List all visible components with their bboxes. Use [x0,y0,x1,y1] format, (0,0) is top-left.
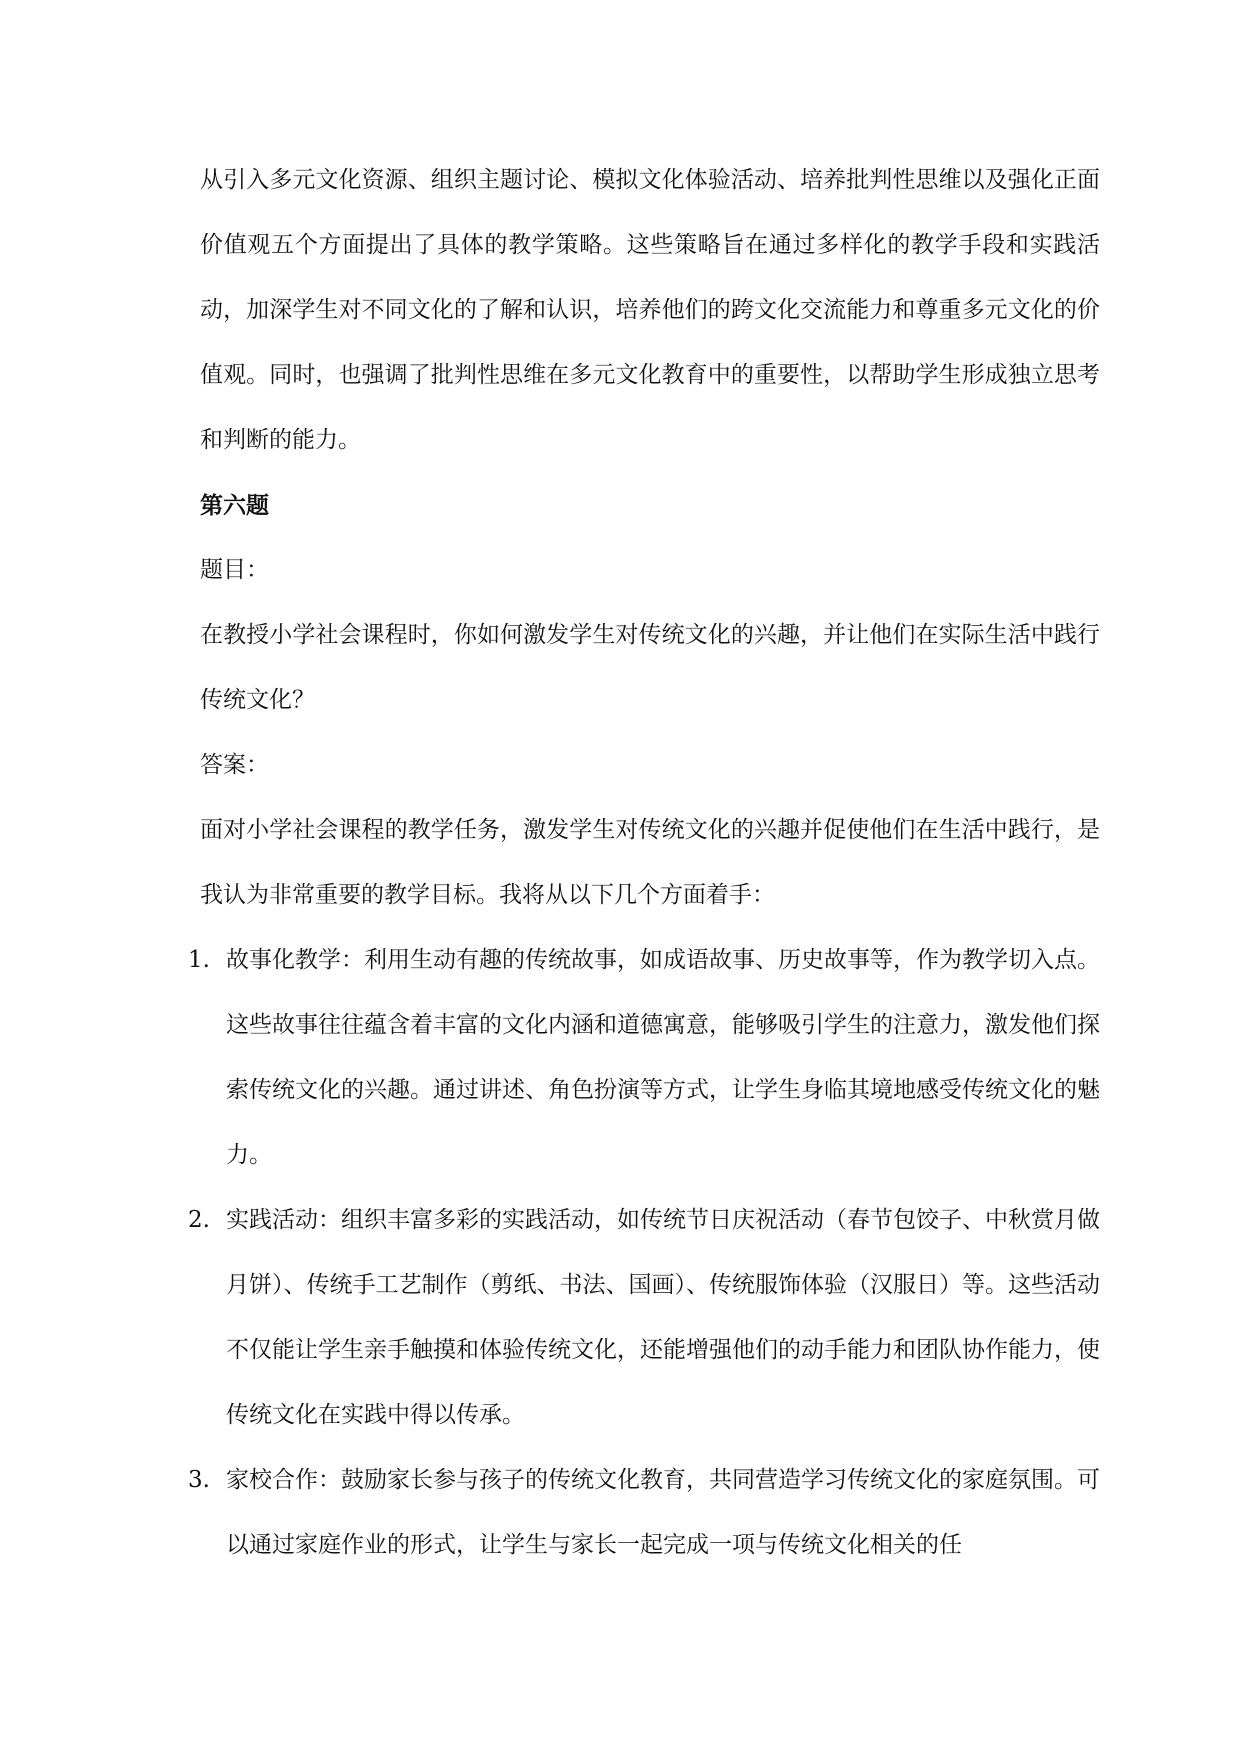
list-item-text: 实践活动：组织丰富多彩的实践活动，如传统节日庆祝活动（春节包饺子、中秋赏月做月饼）、传统手工艺制作（剪纸、书法、国画）、传统服饰体验（汉服日）等。这些活动不仅能让学生亲手触摸和体验传统文化，还能增强他们的动手能力和团队协作能力，使传统文化在实践中得以传承。 [226,1207,1100,1428]
list-item [188,1188,1100,1448]
question-label: 题目： [200,557,269,583]
list-number: 2. [188,1207,210,1233]
section-heading: 第六题 [200,492,269,519]
list-item [188,1448,1100,1578]
strategy-list [188,928,1100,1578]
list-item-text: 家校合作：鼓励家长参与孩子的传统文化教育，共同营造学习传统文化的家庭氛围。可以通过家庭作业的形式，让学生与家长一起完成一项与传统文化相关的任 [226,1467,1100,1558]
list-item [188,928,1100,1188]
document-content [188,148,1100,1578]
intro-paragraph: 从引入多元文化资源、组织主题讨论、模拟文化体验活动、培养批判性思维以及强化正面价值观五个方面提出了具体的教学策略。这些策略旨在通过多样化的教学手段和实践活动，加深学生对不同文化的了解和认识，培养他们的跨文化交流能力和尊重多元文化的价值观。同时，也强调了批判性思维在多元文化教育中的重要性，以帮助学生形成独立思考和判断的能力。 [200,167,1100,453]
answer-label: 答案： [200,752,269,778]
list-item-text: 故事化教学：利用生动有趣的传统故事，如成语故事、历史故事等，作为教学切入点。这些故事往往蕴含着丰富的文化内涵和道德寓意，能够吸引学生的注意力，激发他们探索传统文化的兴趣。通过讲述、角色扮演等方式，让学生身临其境地感受传统文化的魅力。 [226,947,1100,1168]
list-number: 1. [188,947,210,973]
list-number: 3. [188,1467,210,1493]
question-text: 在教授小学社会课程时，你如何激发学生对传统文化的兴趣，并让他们在实际生活中践行传统文化？ [200,622,1100,713]
answer-intro: 面对小学社会课程的教学任务，激发学生对传统文化的兴趣并促使他们在生活中践行，是我认为非常重要的教学目标。我将从以下几个方面着手： [200,817,1100,908]
